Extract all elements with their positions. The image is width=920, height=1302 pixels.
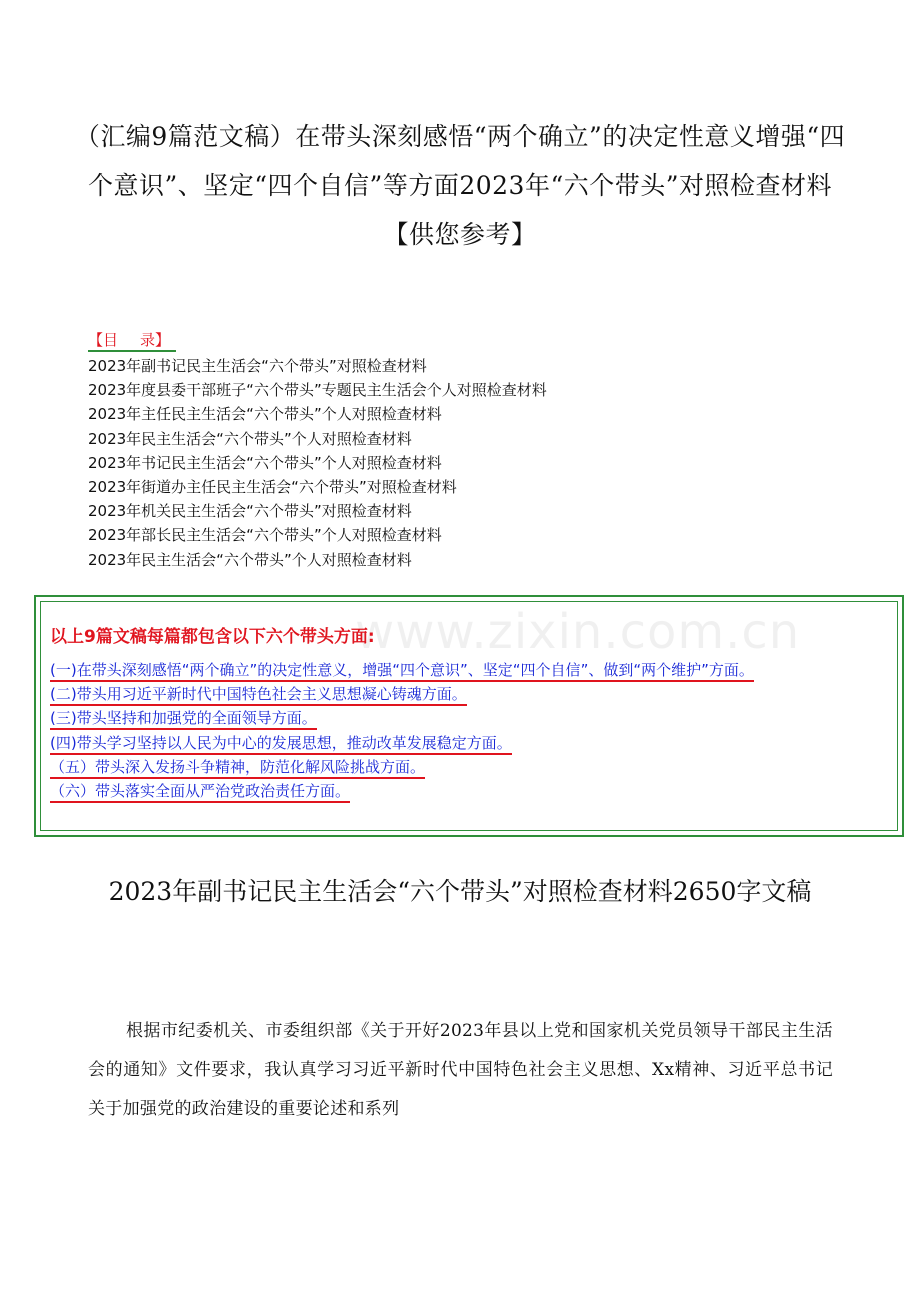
summary-item-text[interactable]: (一)在带头深刻感悟“两个确立”的决定性意义，增强“四个意识”、坚定“四个自信”、做到“两个维护”方面。 — [50, 661, 754, 682]
toc-item[interactable]: 2023年主任民主生活会“六个带头”个人对照检查材料 — [88, 405, 442, 424]
toc-item[interactable]: 2023年副书记民主生活会“六个带头”对照检查材料 — [88, 357, 427, 375]
document-title: （汇编9篇范文稿）在带头深刻感悟“两个确立”的决定性意义增强“四个意识”、坚定“四个自信”等方面2023年“六个带头”对照检查材料【供您参考】 — [74, 122, 846, 249]
summary-item[interactable] — [50, 682, 892, 706]
summary-item-text[interactable]: (三)带头坚持和加强党的全面领导方面。 — [50, 709, 317, 730]
summary-item[interactable] — [50, 755, 892, 779]
toc-item[interactable]: 2023年度县委干部班子“六个带头”专题民主生活会个人对照检查材料 — [88, 381, 547, 400]
toc-item[interactable]: 2023年部长民主生活会“六个带头”个人对照检查材料 — [88, 526, 442, 545]
summary-item-text[interactable]: （五）带头深入发扬斗争精神，防范化解风险挑战方面。 — [50, 758, 425, 779]
summary-item-text[interactable]: （六）带头落实全面从严治党政治责任方面。 — [50, 782, 350, 803]
toc-item[interactable]: 2023年机关民主生活会“六个带头”对照检查材料 — [88, 502, 412, 521]
toc-item[interactable]: 2023年民主生活会“六个带头”个人对照检查材料 — [88, 550, 412, 569]
summary-item[interactable] — [50, 731, 892, 755]
summary-items — [50, 658, 892, 803]
summary-item-text[interactable]: (二)带头用习近平新时代中国特色社会主义思想凝心铸魂方面。 — [50, 685, 467, 706]
summary-item[interactable] — [50, 706, 892, 730]
toc-item[interactable]: 2023年民主生活会“六个带头”个人对照检查材料 — [88, 429, 412, 448]
toc-heading-left: 【目 — [88, 331, 119, 349]
toc-list — [88, 354, 547, 572]
summary-item-text[interactable]: (四)带头学习坚持以人民为中心的发展思想，推动改革发展稳定方面。 — [50, 734, 512, 755]
section-title: 2023年副书记民主生活会“六个带头”对照检查材料2650字文稿 — [108, 877, 812, 906]
summary-item[interactable] — [50, 658, 892, 682]
toc-item[interactable]: 2023年书记民主生活会“六个带头”个人对照检查材料 — [88, 453, 442, 472]
toc-heading-right: 录】 — [140, 331, 171, 349]
body-paragraph: 根据市纪委机关、市委组织部《关于开好2023年县以上党和国家机关党员领导干部民主生活会的通知》文件要求，我认真学习习近平新时代中国特色社会主义思想、Xx精神、习近平总书记关于加强党的政治建设的重要论述和系列 — [88, 1021, 833, 1119]
summary-title: 以上9篇文稿每篇都包含以下六个带头方面: — [50, 627, 375, 647]
toc-item[interactable]: 2023年街道办主任民主生活会“六个带头”对照检查材料 — [88, 478, 457, 497]
summary-item[interactable] — [50, 779, 892, 803]
watermark: www.zixin.com.cn — [355, 604, 801, 660]
toc-heading — [88, 330, 176, 352]
